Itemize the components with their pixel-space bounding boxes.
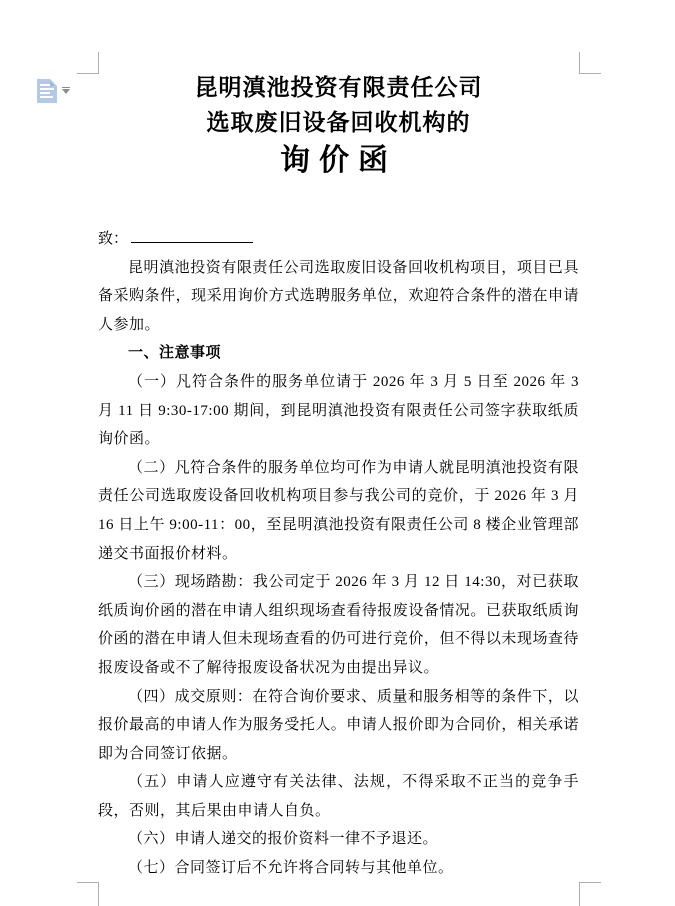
paste-icon-fold-shadow [50, 81, 55, 86]
margin-mark-bottom-left [77, 882, 99, 906]
notice-item-4[interactable]: （四）成交原则：在符合询价要求、质量和服务相等的条件下，以报价最高的申请人作为服务受托人。申请人报价即为合同价，相关承诺即为合同签订依据。 [98, 688, 579, 762]
paste-options-button[interactable] [36, 78, 72, 105]
chevron-down-icon [62, 87, 70, 88]
paste-icon-stripe [40, 96, 53, 98]
paste-icon-stripe [40, 88, 54, 90]
notice-item-1[interactable]: （一）凡符合条件的服务单位请于 2026 年 3 月 5 日至 2026 年 3 月 11 日 9:30-17:00 期间，到昆明滇池投资有限责任公司签字获取纸质询价函。 [98, 373, 579, 448]
document-title-line-1[interactable]: 昆明滇池投资有限责任公司 [194, 75, 483, 100]
salutation-label: 致： [98, 231, 129, 247]
margin-mark-top-right [579, 52, 601, 74]
section-heading[interactable]: 一、注意事项 [128, 345, 222, 362]
paste-options-icon [37, 79, 57, 103]
margin-mark-bottom-right [579, 882, 601, 906]
notice-item-3[interactable]: （三）现场踏勘：我公司定于 2026 年 3 月 12 日 14:30，对已获取纸质询价函的潜在申请人组织现场查看待报废设备情况。已获取纸质询价函的潜在申请人但未现场查看的仍可进行竞价，但不得以未现场查待报废设备或不了解待报废设备状况为由提出异议。 [98, 574, 579, 676]
intro-paragraph[interactable]: 昆明滇池投资有限责任公司选取废旧设备回收机构项目，项目已具备采购条件，现采用询价方式选聘服务单位，欢迎符合条件的潜在申请人参加。 [98, 259, 579, 333]
notice-item-7[interactable]: （七）合同签订后不允许将合同转与其他单位。 [128, 860, 454, 877]
paste-icon-stripe [40, 92, 50, 94]
document-title-line-2[interactable]: 选取废旧设备回收机构的 [206, 110, 471, 135]
notice-item-6[interactable]: （六）申请人递交的报价资料一律不予退还。 [128, 831, 439, 848]
notice-item-5[interactable]: （五）申请人应遵守有关法律、法规，不得采取不正当的竞争手段，否则，其后果由申请人自负。 [98, 774, 579, 819]
document-content[interactable] [98, 70, 579, 883]
margin-mark-top-left [77, 52, 99, 74]
notice-item-2[interactable]: （二）凡符合条件的服务单位均可作为申请人就昆明滇池投资有限责任公司选取废设备回收机构项目参与我公司的竞价，于 2026 年 3 月 16 日上午 9:00-11：00，至昆明滇池投资有限责任公司 8 楼企业管理部递交书面报价材料。 [98, 459, 579, 562]
salutation-blank-underline [131, 225, 253, 243]
document-title-line-3[interactable]: 询价函 [280, 144, 397, 177]
salutation-line[interactable] [98, 225, 579, 254]
chevron-down-icon [62, 89, 70, 94]
